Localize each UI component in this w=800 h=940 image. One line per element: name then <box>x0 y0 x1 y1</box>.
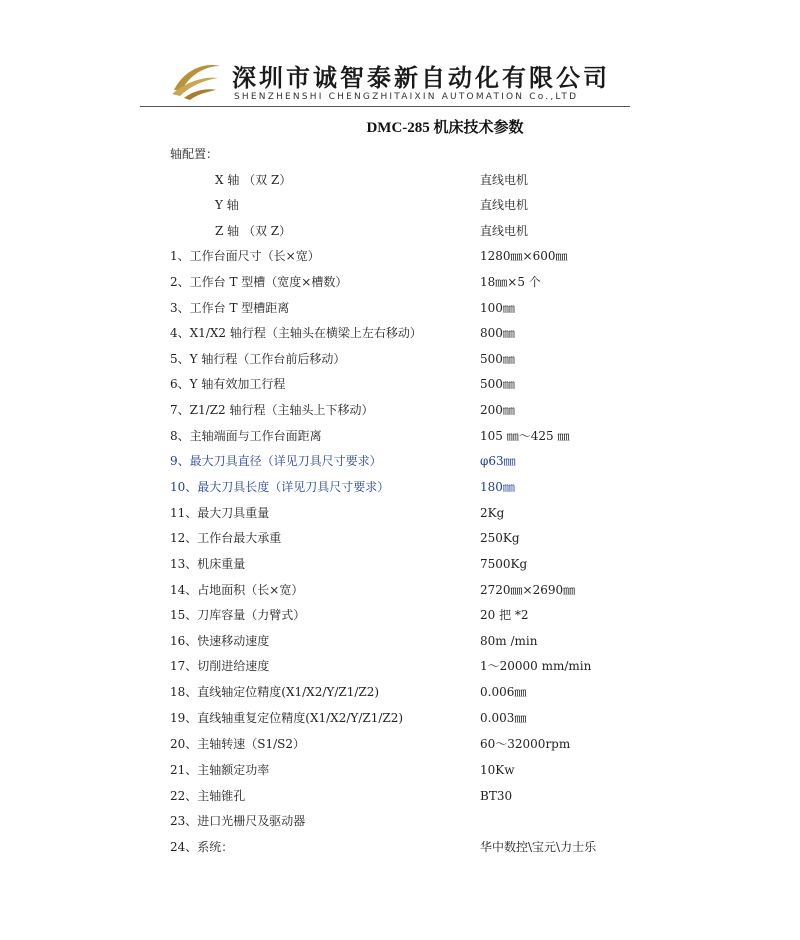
spec-row <box>0 760 800 780</box>
axis-value: 直线电机 <box>480 173 529 187</box>
spec-row <box>0 786 800 806</box>
spec-value: 1～20000 mm/min <box>480 659 592 673</box>
spec-label: 7、Z1/Z2 轴行程（主轴头上下移动） <box>170 403 374 417</box>
spec-row <box>0 528 800 548</box>
spec-value: 800㎜ <box>480 326 515 340</box>
spec-value: 1280㎜×600㎜ <box>480 249 568 263</box>
spec-value: 0.003㎜ <box>480 711 527 725</box>
spec-value: 105 ㎜～425 ㎜ <box>480 429 570 443</box>
spec-label: 3、工作台 T 型槽距离 <box>170 301 290 315</box>
spec-row <box>0 631 800 651</box>
spec-row <box>0 349 800 369</box>
spec-value: 250Kg <box>480 531 520 545</box>
spec-row-highlighted <box>0 477 800 497</box>
spec-label: 12、工作台最大承重 <box>170 531 282 545</box>
spec-label: 21、主轴额定功率 <box>170 763 270 777</box>
spec-label: 10、最大刀具长度（详见刀具尺寸要求） <box>170 480 390 494</box>
spec-row <box>0 656 800 676</box>
spec-value: 500㎜ <box>480 352 515 366</box>
spec-label: 9、最大刀具直径（详见刀具尺寸要求） <box>170 454 382 468</box>
spec-row <box>0 554 800 574</box>
spec-label: 8、主轴端面与工作台面距离 <box>170 429 322 443</box>
spec-row <box>0 580 800 600</box>
spec-label: 17、切削进给速度 <box>170 659 270 673</box>
spec-row <box>0 837 800 857</box>
axis-label: Y 轴 <box>215 198 239 212</box>
spec-label: 11、最大刀具重量 <box>170 506 270 520</box>
letterhead <box>140 52 640 108</box>
spec-value: 10Kw <box>480 763 515 777</box>
axis-value: 直线电机 <box>480 224 529 238</box>
spec-label: 15、刀库容量（力臂式） <box>170 608 306 622</box>
section-label-row <box>0 144 800 164</box>
spec-row <box>0 682 800 702</box>
spec-label: 14、占地面积（长×宽） <box>170 583 304 597</box>
section-label: 轴配置： <box>170 147 219 161</box>
spec-row <box>0 298 800 318</box>
spec-value: 0.006㎜ <box>480 685 527 699</box>
spec-row <box>0 734 800 754</box>
spec-value: 200㎜ <box>480 403 515 417</box>
axis-label: X 轴 （双 Z） <box>215 173 292 187</box>
axis-value: 直线电机 <box>480 198 529 212</box>
spec-value: BT30 <box>480 789 513 803</box>
spec-row <box>0 323 800 343</box>
spec-label: 19、直线轴重复定位精度(X1/X2/Y/Z1/Z2) <box>170 711 404 725</box>
axis-row <box>0 195 800 215</box>
spec-value: φ63㎜ <box>480 454 516 468</box>
spec-label: 20、主轴转速（S1/S2） <box>170 737 306 751</box>
header-divider <box>140 106 630 107</box>
spec-row <box>0 272 800 292</box>
spec-value: 2Kg <box>480 506 505 520</box>
spec-value: 500㎜ <box>480 377 515 391</box>
spec-row <box>0 811 800 831</box>
spec-label: 4、X1/X2 轴行程（主轴头在横梁上左右移动） <box>170 326 422 340</box>
spec-label: 24、系统： <box>170 840 234 854</box>
company-name-english: SHENZHENSHI CHENGZHITAIXIN AUTOMATION Co.,LTD <box>234 92 579 102</box>
spec-value: 华中数控\宝元\力士乐 <box>480 840 597 854</box>
spec-row-highlighted <box>0 451 800 471</box>
spec-value: 180㎜ <box>480 480 515 494</box>
axis-label: Z 轴 （双 Z） <box>215 224 292 238</box>
spec-row <box>0 708 800 728</box>
spec-label: 1、工作台面尺寸（长×宽） <box>170 249 320 263</box>
spec-label: 2、工作台 T 型槽（宽度×槽数） <box>170 275 348 289</box>
spec-value: 18㎜×5 个 <box>480 275 541 289</box>
document-title: DMC-285 机床技术参数 <box>366 120 524 136</box>
spec-value: 7500Kg <box>480 557 528 571</box>
spec-row <box>0 400 800 420</box>
spec-value: 100㎜ <box>480 301 515 315</box>
spec-value: 20 把 *2 <box>480 608 529 622</box>
company-name-chinese: 深圳市诚智泰新自动化有限公司 <box>232 63 610 92</box>
spec-value: 60～32000rpm <box>480 737 571 751</box>
spec-row <box>0 503 800 523</box>
spec-row <box>0 246 800 266</box>
axis-row <box>0 221 800 241</box>
spec-label: 22、主轴锥孔 <box>170 789 246 803</box>
spec-label: 16、快速移动速度 <box>170 634 270 648</box>
spec-value: 80m /min <box>480 634 538 648</box>
spec-label: 5、Y 轴行程（工作台前后移动） <box>170 352 346 366</box>
spec-label: 18、直线轴定位精度(X1/X2/Y/Z1/Z2) <box>170 685 380 699</box>
swoosh-logo-icon <box>170 60 222 100</box>
spec-value: 2720㎜×2690㎜ <box>480 583 576 597</box>
spec-row <box>0 426 800 446</box>
axis-row <box>0 170 800 190</box>
spec-label: 6、Y 轴有效加工行程 <box>170 377 286 391</box>
spec-row <box>0 605 800 625</box>
spec-label: 13、机床重量 <box>170 557 246 571</box>
spec-row <box>0 374 800 394</box>
spec-label: 23、进口光栅尺及驱动器 <box>170 814 306 828</box>
